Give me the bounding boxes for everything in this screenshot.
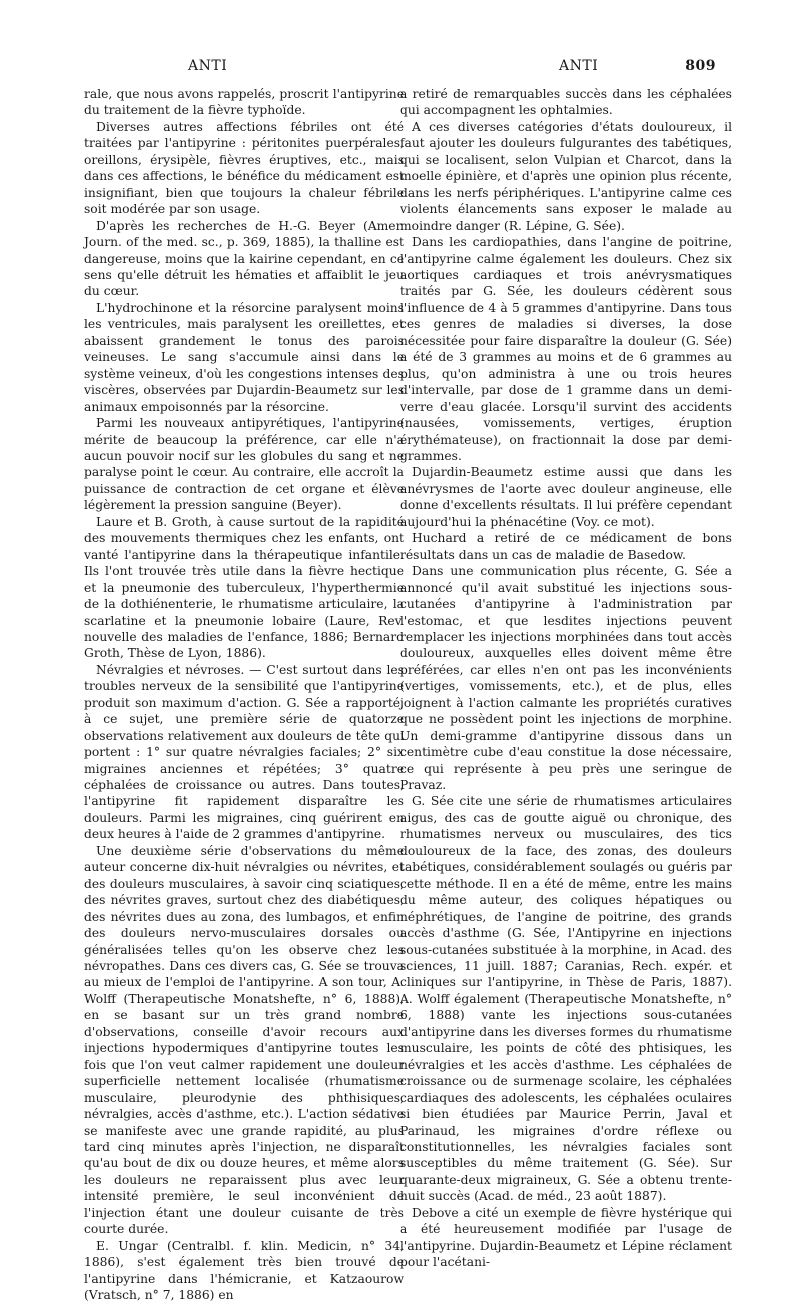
paragraph: G. Sée cite une série de rhumatismes articulaires aigus, des cas de goutte aiguë ou chronique, des rhumatismes nerveux ou musculaires, des tics douloureux de la face, des zonas, des douleurs tabétiques, considérablement soulagés ou guéris par cette méthode. Il en a été de même, entre les mains du même auteur, des coliques hépatiques ou néphrétiques, de l'angine de poitrine, des grands accès d'asthme (G. Sée, l'Antipyrine en injections sous-cutanées substituée à la morphine, in Acad. des sciences, 11 juill. 1887; Caranias, Rech. expér. et cliniques sur l'antipyrine, in Thèse de Paris, 1887). A. Wolff également (Therapeutische Monatshefte, n° 6, 1888) vante les injections sous-cutanées d'antipyrine dans les diverses formes du rhumatisme musculaire, les points de côté des phtisiques, les névralgies et les accès d'asthme. Les céphalées de croissance ou de surmenage scolaire, les céphalées cardiaques des adolescents, les céphalées oculaires si bien étudiées par Maurice Perrin, Javal et Parinaud, les migraines d'ordre réflexe ou constitutionnelles, les névralgies faciales sont susceptibles du même traitement (G. Sée). Sur quarante-deux migraineux, G. Sée a obtenu trente-huit succès (Acad. de méd., 23 août 1887). xyxy=(400,794,732,1204)
paragraph: rale, que nous avons rappelés, proscrit l'antipyrine du traitement de la fièvre typhoïde. xyxy=(84,87,404,118)
paragraph: Dujardin-Beaumetz estime aussi que dans les anévrysmes de l'aorte avec douleur angineuse, elle donne d'excellents résultats. Il lui préfère cependant aujourd'hui la phénacétine (Voy. ce mot). xyxy=(400,465,732,529)
right-column xyxy=(400,86,732,1271)
paragraph: Diverses autres affections fébriles ont été traitées par l'antipyrine : péritonites puerpérales, oreillons, érysipèle, fièvres éruptives, etc., mais dans ces affections, le bénéfice du médicament est insignifiant, bien que toujours la chaleur fébrile soit modérée par son usage. xyxy=(84,119,404,217)
paragraph: E. Ungar (Centralbl. f. klin. Medicin, n° 34, 1886), s'est également très bien trouvé de l'antipyrine dans l'hémicranie, et Katzaourow (Vratsch, n° 7, 1886) en xyxy=(84,1238,404,1303)
paragraph: Debove a cité un exemple de fièvre hystérique qui a été heureusement modifiée par l'usage de l'antipyrine. Dujardin-Beaumetz et Lépine réclament pour l'acétani- xyxy=(400,1205,732,1270)
paragraph: Huchard a retiré de ce médicament de bons résultats dans un cas de maladie de Basedow. xyxy=(400,531,732,562)
paragraph: A ces diverses catégories d'états douloureux, il faut ajouter les douleurs fulgurantes des tabétiques, qui se localisent, selon Vulpian et Charcot, dans la moelle épinière, et d'après une opinion plus récente, dans les nerfs périphériques. L'antipyrine calme ces violents élancements sans exposer le malade au moindre danger (R. Lépine, G. Sée). xyxy=(400,119,732,233)
paragraph: Laure et B. Groth, à cause surtout de la rapidité des mouvements thermiques chez les enfants, ont vanté l'antipyrine dans la thérapeutique infantile. Ils l'ont trouvée très utile dans la fièvre hectique et la pneumonie des tuberculeux, l'hyperthermie de la dothiénenterie, le rhumatisme articulaire, la scarlatine et la pneumonie lobaire (Laure, Rev. nouvelle des maladies de l'enfance, 1886; Bernard Groth, Thèse de Lyon, 1886). xyxy=(84,514,404,661)
paragraph: Névralgies et névroses. — C'est surtout dans les troubles nerveux de la sensibilité que l'antipyrine produit son maximum d'action. G. Sée a rapporté, à ce sujet, une première série de quatorze observations relativement aux douleurs de tête qui portent : 1° sur quatre névralgies faciales; 2° six migraines anciennes et répétées; 3° quatre céphalées de croissance ou autres. Dans toutes, l'antipyrine fit rapidement disparaître les douleurs. Parmi les migraines, cinq guérirent en deux heures à l'aide de 2 grammes d'antipyrine. xyxy=(84,662,404,842)
running-head-center-word: ANTI xyxy=(559,58,599,74)
paragraph: D'après les recherches de H.-G. Beyer (Amer. Journ. of the med. sc., p. 369, 1885), la thalline est dangereuse, moins que la kairine cependant, en ce sens qu'elle détruit les hématies et affaiblit le jeu du cœur. xyxy=(84,218,404,299)
paragraph: a retiré de remarquables succès dans les céphalées qui accompagnent les ophtalmies. xyxy=(400,87,732,118)
paragraph: Dans les cardiopathies, dans l'angine de poitrine, l'antipyrine calme également les douleurs. Chez six aortiques cardiaques et trois anévrysmatiques traités par G. Sée, les douleurs cédèrent sous l'influence de 4 à 5 grammes d'antipyrine. Dans tous ces genres de maladies si diverses, la dose nécessitée pour faire disparaître la douleur (G. Sée) a été de 3 grammes au moins et de 6 grammes au plus, qu'on administra à une ou trois heures d'intervalle, par dose de 1 gramme dans un demi-verre d'eau glacée. Lorsqu'il survint des accidents (nausées, vomissements, vertiges, éruption érythémateuse), on fractionnait la dose par demi-grammes. xyxy=(400,235,732,463)
running-head xyxy=(84,58,716,82)
paragraph: Dans une communication plus récente, G. Sée a annoncé qu'il avait substitué les injections sous-cutanées d'antipyrine à l'administration par l'estomac, et que lesdites injections peuvent remplacer les injections morphinées dans tout accès douloureux, auxquelles elles doivent même être préférées, car elles n'en ont pas les inconvénients (vertiges, vomissements, etc.), et de plus, elles joignent à l'action calmante les propriétés curatives que ne possèdent point les injections de morphine. Un demi-gramme d'antipyrine dissous dans un centimètre cube d'eau constitue la dose nécessaire, ce qui représente à peu près une seringue de Pravaz. xyxy=(400,564,732,793)
page-number: 809 xyxy=(685,58,716,74)
paragraph: Parmi les nouveaux antipyrétiques, l'antipyrine mérite de beaucoup la préférence, car elle n'a aucun pouvoir nocif sur les globules du sang et ne paralyse point le cœur. Au contraire, elle accroît la puissance de contraction de cet organe et élève légèrement la pression sanguine (Beyer). xyxy=(84,416,404,513)
paragraph: L'hydrochinone et la résorcine paralysent moins les ventricules, mais paralysent les oreillettes, et abaissent grandement le tonus des parois veineuses. Le sang s'accumule ainsi dans le système veineux, d'où les congestions intenses des viscères, observées par Dujardin-Beaumetz sur les animaux empoisonnés par la résorcine. xyxy=(84,300,404,414)
paragraph: Une deuxième série d'observations du même auteur concerne dix-huit névralgies ou névrites, et des douleurs musculaires, à savoir cinq sciatiques, des névrites graves, surtout chez des diabétiques, des névrites dues au zona, des lumbagos, et enfin des douleurs nervo-musculaires dorsales ou généralisées telles qu'on les observe chez les névropathes. Dans ces divers cas, G. Sée se trouva au mieux de l'emploi de l'antipyrine. A son tour, A. Wolff (Therapeutische Monatshefte, n° 6, 1888), en se basant sur un très grand nombre d'observations, conseille d'avoir recours aux injections hypodermiques d'antipyrine toutes les fois que l'on veut calmer rapidement une douleur superficielle nettement localisée (rhumatisme musculaire, pleurodynie des phthisiques, névralgies, accès d'asthme, etc.). L'action sédative se manifeste avec une grande rapidité, au plus tard cinq minutes après l'injection, ne disparaît qu'au bout de dix ou douze heures, et même alors les douleurs ne reparaissent plus avec leur intensité première, le seul inconvénient de l'injection étant une douleur cuisante de très courte durée. xyxy=(84,843,404,1237)
left-column xyxy=(84,86,404,1304)
running-head-left-word: ANTI xyxy=(188,58,228,74)
